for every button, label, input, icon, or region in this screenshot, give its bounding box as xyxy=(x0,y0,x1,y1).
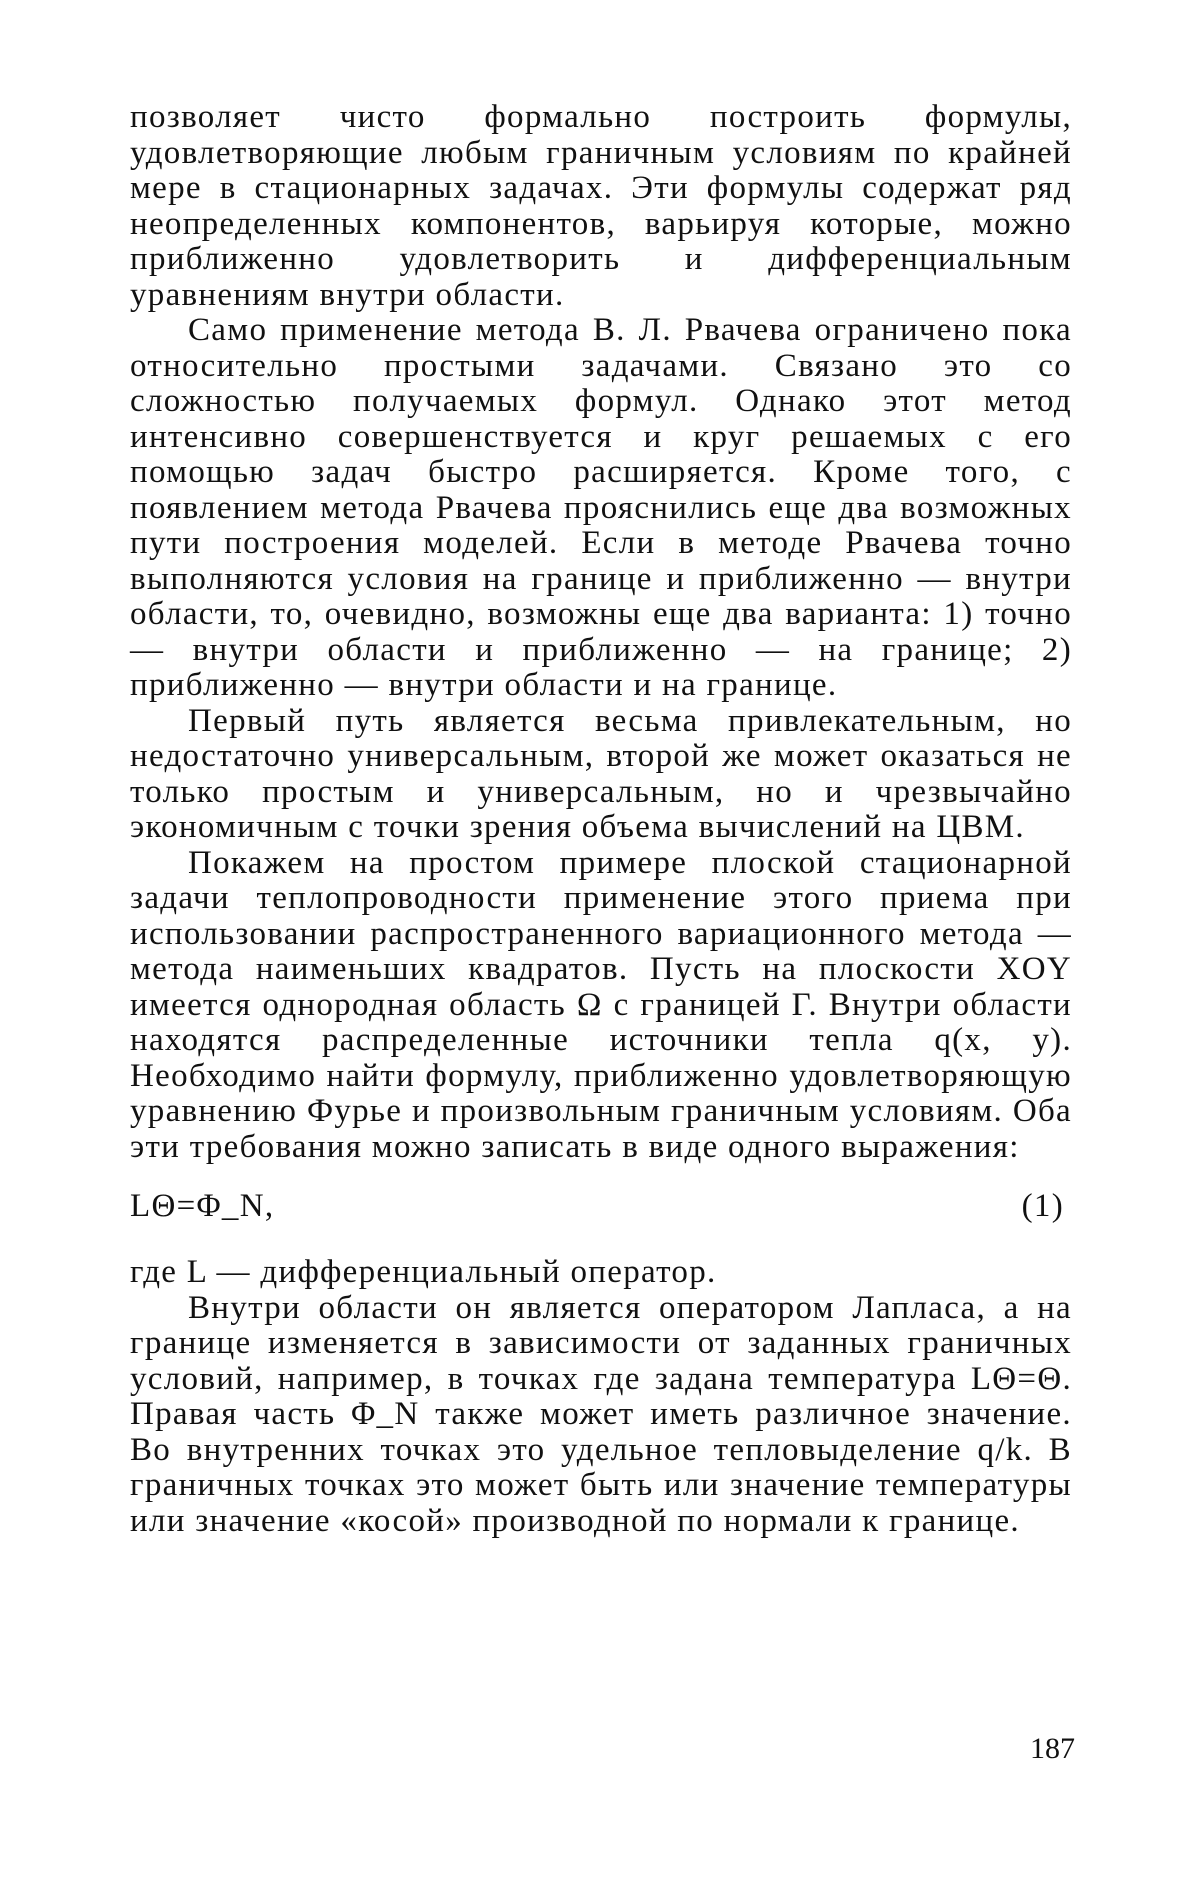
page-body xyxy=(130,100,1072,1539)
paragraph-4: Покажем на простом примере плоской стационарной задачи теплопроводности применение этого приема при использовании распространенного вариационного метода — метода наименьших квадратов. Пусть на плоскости XOY имеется однородная область Ω с границей Г. Внутри области находятся распределенные источники тепла q(x, y). Необходимо найти формулу, приближенно удовлетворяющую уравнению Фурье и произвольным граничным условиям. Оба эти требования можно записать в виде одного выражения: xyxy=(130,844,1072,1165)
paragraph-3: Первый путь является весьма привлекательным, но недостаточно универсальным, второй же может оказаться не только простым и универсальным, но и чрезвычайно экономичным с точки зрения объема вычислений на ЦВМ. xyxy=(130,702,1072,845)
page-number: 187 xyxy=(1030,1732,1075,1765)
equation-formula: LΘ=Φ_N, xyxy=(130,1188,275,1224)
paragraph-6: Внутри области он является оператором Лапласа, а на границе изменяется в зависимости от заданных граничных условий, например, в точках где задана температура LΘ=Θ. Правая часть Φ_N также может иметь различное значение. Во внутренних точках это удельное тепловыделение q/k. В граничных точках это может быть или значение температуры или значение «косой» производной по нормали к границе. xyxy=(130,1289,1072,1539)
paragraph-1: позволяет чисто формально построить формулы, удовлетворяющие любым граничным условиям по крайней мере в стационарных задачах. Эти формулы содержат ряд неопределенных компонентов, варьируя которые, можно приближенно удовлетворить и дифференциальным уравнениям внутри области. xyxy=(130,99,1072,313)
equation-1 xyxy=(130,1185,1072,1229)
equation-number: (1) xyxy=(1021,1188,1064,1224)
paragraph-2: Само применение метода В. Л. Рвачева ограничено пока относительно простыми задачами. Связано это со сложностью получаемых формул. Однако этот метод интенсивно совершенствуется и круг решаемых с его помощью задач быстро расширяется. Кроме того, с появлением метода Рвачева прояснились еще два возможных пути построения моделей. Если в методе Рвачева точно выполняются условия на границе и приближенно — внутри области, то, очевидно, возможны еще два варианта: 1) точно — внутри области и приближенно — на границе; 2) приближенно — внутри области и на границе. xyxy=(130,312,1072,703)
paragraph-5: где L — дифференциальный оператор. xyxy=(130,1254,717,1290)
